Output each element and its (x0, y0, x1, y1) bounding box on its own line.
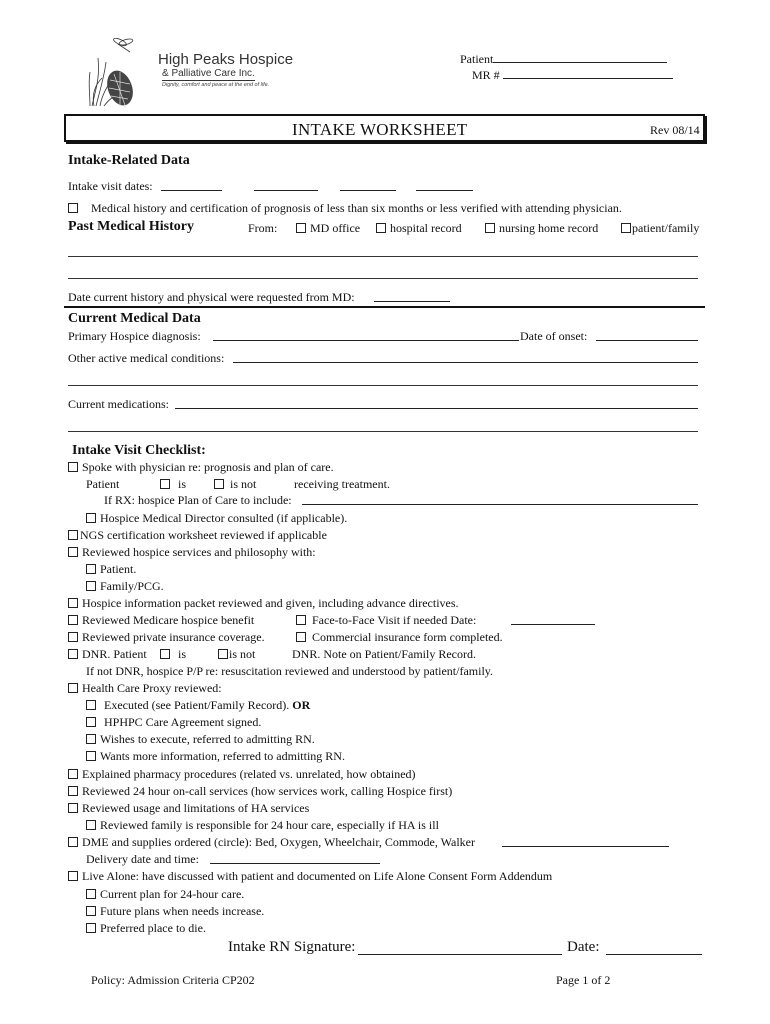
wants-info-checkbox[interactable] (86, 751, 96, 761)
private-insurance-checkbox[interactable] (68, 632, 78, 642)
signature-date-line[interactable] (606, 941, 702, 955)
signature-line[interactable] (358, 941, 562, 955)
revision-label: Rev 08/14 (650, 123, 700, 137)
oncall-item (68, 785, 452, 797)
current-plan-text: Current plan for 24-hour care. (100, 887, 245, 901)
receiving-treatment-text: receiving treatment. (294, 477, 390, 491)
hospital-record-checkbox[interactable] (376, 223, 386, 233)
f2f-visit-checkbox[interactable] (296, 615, 306, 625)
source-nursing-home (485, 222, 598, 234)
ngs-cert-checkbox[interactable] (68, 530, 78, 540)
services-patient-item (86, 563, 136, 575)
dnr-note-text: DNR. Note on Patient/Family Record. (292, 647, 476, 661)
patient-line[interactable] (493, 52, 667, 63)
reviewed-services-text: Reviewed hospice services and philosophy with: (82, 545, 316, 559)
wishes-execute-item (86, 733, 315, 745)
other-conditions-line-2[interactable] (68, 385, 698, 386)
medicare-benefit-text: Reviewed Medicare hospice benefit (82, 613, 255, 627)
preferred-place-text: Preferred place to die. (100, 921, 206, 935)
f2f-date-line[interactable] (511, 614, 595, 625)
current-medications-line[interactable] (175, 398, 698, 409)
ha-services-text: Reviewed usage and limitations of HA services (82, 801, 310, 815)
dme-item (68, 836, 475, 848)
live-alone-item (68, 870, 552, 882)
patient-family-label: patient/family (632, 221, 700, 235)
section-divider (64, 306, 705, 308)
hphpc-agreement-item (86, 716, 261, 728)
f2f-visit-item (296, 614, 476, 626)
current-plan-item (86, 888, 244, 900)
medical-director-text: Hospice Medical Director consulted (if applicable). (100, 511, 348, 525)
org-tagline: Dignity, comfort and peace at the end of life. (162, 82, 270, 88)
mr-field[interactable] (472, 68, 673, 81)
private-insurance-item (68, 631, 265, 643)
family-responsible-text: Reviewed family is responsible for 24 hour care, especially if HA is ill (100, 818, 439, 832)
ha-services-checkbox[interactable] (68, 803, 78, 813)
live-alone-checkbox[interactable] (68, 871, 78, 881)
delivery-label: Delivery date and time: (86, 852, 199, 866)
page-title: INTAKE WORKSHEET (292, 120, 468, 139)
signature-date-label: Date: (567, 939, 600, 955)
f2f-visit-text: Face-to-Face Visit if needed Date: (312, 613, 477, 627)
medicare-benefit-checkbox[interactable] (68, 615, 78, 625)
medical-history-item (68, 202, 622, 214)
intake-visit-dates-label: Intake visit dates: (68, 179, 153, 193)
treatment-is-not-checkbox[interactable] (214, 479, 224, 489)
preferred-place-item (86, 922, 206, 934)
spoke-physician-text: Spoke with physician re: prognosis and plan of care. (82, 460, 334, 474)
or-label: OR (292, 698, 311, 712)
future-plans-text: Future plans when needs increase. (100, 904, 265, 918)
info-packet-item (68, 597, 459, 609)
mr-label: MR # (472, 68, 500, 82)
past-medical-heading: Past Medical History (68, 219, 194, 234)
services-family-checkbox[interactable] (86, 581, 96, 591)
family-responsible-item (86, 819, 439, 831)
past-history-line-2[interactable] (68, 278, 698, 279)
oncall-text: Reviewed 24 hour on-call services (how services work, calling Hospice first) (82, 784, 453, 798)
past-history-line-1[interactable] (68, 256, 698, 257)
dme-text: DME and supplies ordered (circle): Bed, Oxygen, Wheelchair, Commode, Walker (82, 835, 475, 849)
medical-history-checkbox[interactable] (68, 203, 78, 213)
source-hospital-record (376, 222, 462, 234)
current-medications-line-2[interactable] (68, 431, 698, 432)
mr-line[interactable] (503, 68, 673, 79)
hphpc-agreement-text: HPHPC Care Agreement signed. (104, 715, 262, 729)
wants-info-text: Wants more information, referred to admitting RN. (100, 749, 345, 763)
treatment-is-label: is (178, 477, 187, 491)
pharmacy-checkbox[interactable] (68, 769, 78, 779)
commercial-form-text: Commercial insurance form completed. (312, 630, 503, 644)
dnr-patient-text: DNR. Patient (82, 647, 147, 661)
private-insurance-text: Reviewed private insurance coverage. (82, 630, 265, 644)
commercial-form-checkbox[interactable] (296, 632, 306, 642)
date-of-onset-line[interactable] (596, 330, 698, 341)
not-dnr-text: If not DNR, hospice P/P re: resuscitation reviewed and understood by patient/family. (86, 664, 494, 678)
dnr-is-not-label: is not (229, 647, 256, 661)
services-patient-text: Patient. (100, 562, 137, 576)
treatment-patient-label: Patient (86, 477, 120, 491)
patient-label: Patient (460, 52, 494, 66)
wishes-execute-checkbox[interactable] (86, 734, 96, 744)
source-patient-family (621, 222, 699, 234)
current-medications-label: Current medications: (68, 397, 169, 411)
dnr-checkbox[interactable] (68, 649, 78, 659)
reviewed-services-item (68, 546, 316, 558)
dme-checkbox[interactable] (68, 837, 78, 847)
oncall-checkbox[interactable] (68, 786, 78, 796)
org-subname: & Palliative Care Inc. (162, 68, 255, 79)
visit-date-2[interactable] (254, 180, 318, 191)
current-plan-checkbox[interactable] (86, 889, 96, 899)
future-plans-item (86, 905, 264, 917)
other-conditions-label: Other active medical conditions: (68, 351, 225, 365)
ngs-cert-text: NGS certification worksheet reviewed if applicable (80, 528, 327, 542)
policy-footer: Policy: Admission Criteria CP202 (91, 973, 255, 987)
wants-info-item (86, 750, 345, 762)
nursing-home-label: nursing home record (499, 221, 599, 235)
date-of-onset-label: Date of onset: (520, 329, 588, 343)
ngs-cert-item (68, 529, 327, 541)
medical-director-item (86, 512, 347, 524)
date-requested-line[interactable] (374, 291, 450, 302)
executed-item (86, 699, 310, 711)
signature-label: Intake RN Signature: (228, 939, 356, 955)
patient-field[interactable] (460, 52, 667, 65)
intake-related-heading: Intake-Related Data (68, 153, 190, 168)
org-name: High Peaks Hospice (158, 51, 294, 68)
dnr-is-option (160, 648, 186, 660)
spoke-physician-item (68, 461, 334, 473)
primary-diagnosis-line[interactable] (213, 330, 519, 341)
info-packet-text: Hospice information packet reviewed and given, including advance directives. (82, 596, 459, 610)
delivery-line[interactable] (210, 853, 380, 864)
medicare-benefit-item (68, 614, 254, 626)
nursing-home-checkbox[interactable] (485, 223, 495, 233)
from-label: From: (248, 221, 278, 235)
services-patient-checkbox[interactable] (86, 564, 96, 574)
visit-date-1[interactable] (161, 180, 222, 191)
dnr-is-not-checkbox[interactable] (218, 649, 228, 659)
medical-director-checkbox[interactable] (86, 513, 96, 523)
if-rx-line[interactable] (302, 494, 698, 505)
dnr-is-checkbox[interactable] (160, 649, 170, 659)
executed-text: Executed (see Patient/Family Record). (104, 698, 290, 712)
family-responsible-checkbox[interactable] (86, 820, 96, 830)
visit-date-3[interactable] (340, 180, 396, 191)
hcp-reviewed-text: Health Care Proxy reviewed: (82, 681, 222, 695)
ha-services-item (68, 802, 309, 814)
treatment-is-option (160, 478, 186, 490)
commercial-form-item (296, 631, 503, 643)
pharmacy-item (68, 768, 416, 780)
md-office-checkbox[interactable] (296, 223, 306, 233)
checklist-heading: Intake Visit Checklist: (72, 443, 206, 458)
treatment-is-checkbox[interactable] (160, 479, 170, 489)
treatment-is-not-label: is not (230, 477, 257, 491)
md-office-label: MD office (310, 221, 361, 235)
dnr-is-not-option (218, 648, 255, 660)
page-number: Page 1 of 2 (556, 973, 611, 987)
info-packet-checkbox[interactable] (68, 598, 78, 608)
hcp-reviewed-item (68, 682, 222, 694)
reviewed-services-checkbox[interactable] (68, 547, 78, 557)
spoke-physician-checkbox[interactable] (68, 462, 78, 472)
primary-diagnosis-label: Primary Hospice diagnosis: (68, 329, 201, 343)
date-requested-label: Date current history and physical were requested from MD: (68, 290, 355, 304)
hcp-reviewed-checkbox[interactable] (68, 683, 78, 693)
treatment-is-not-option (214, 478, 256, 490)
dnr-is-label: is (178, 647, 187, 661)
source-md-office (296, 222, 360, 234)
current-medical-heading: Current Medical Data (68, 311, 201, 326)
dme-line[interactable] (502, 836, 669, 847)
pharmacy-text: Explained pharmacy procedures (related vs. unrelated, how obtained) (82, 767, 416, 781)
dnr-item (68, 648, 147, 660)
hospital-record-label: hospital record (390, 221, 462, 235)
future-plans-checkbox[interactable] (86, 906, 96, 916)
other-conditions-line[interactable] (233, 352, 698, 363)
executed-checkbox[interactable] (86, 700, 96, 710)
if-rx-label: If RX: hospice Plan of Care to include: (104, 493, 292, 507)
services-family-text: Family/PCG. (100, 579, 164, 593)
wishes-execute-text: Wishes to execute, referred to admitting RN. (100, 732, 315, 746)
patient-family-checkbox[interactable] (621, 223, 631, 233)
services-family-item (86, 580, 164, 592)
live-alone-text: Live Alone: have discussed with patient and documented on Life Alone Consent Form Addendum (82, 869, 553, 883)
hphpc-agreement-checkbox[interactable] (86, 717, 96, 727)
preferred-place-checkbox[interactable] (86, 923, 96, 933)
medical-history-text: Medical history and certification of prognosis of less than six months or less verified with attending physician. (91, 201, 622, 215)
visit-date-4[interactable] (416, 180, 473, 191)
